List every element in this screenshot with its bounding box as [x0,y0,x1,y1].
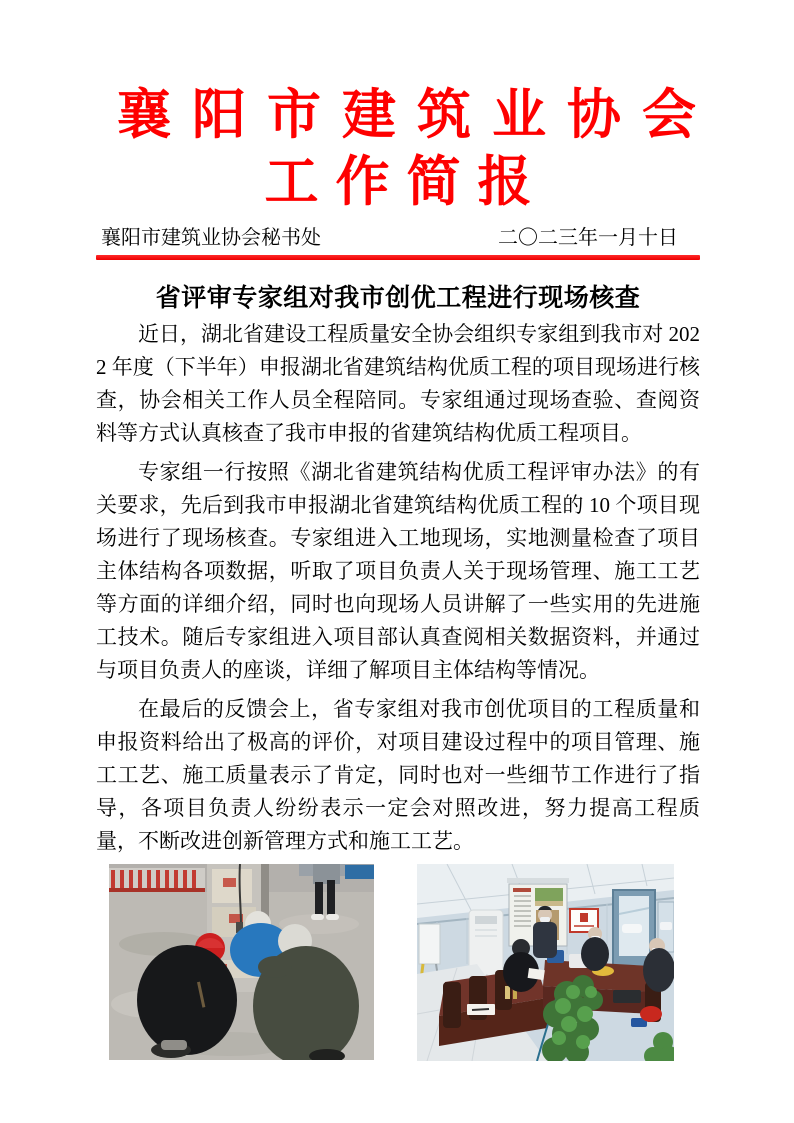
masthead [96,84,717,213]
meta-row [96,226,700,250]
site-inspection-photo [109,864,374,1061]
issuer-label: 襄阳市建筑业协会秘书处 [101,227,321,249]
paragraph: 近日，湖北省建设工程质量安全协会组织专家组到我市对 2022 年度（下半年）申报湖北省建筑结构优质工程的项目现场进行核查，协会相关工作人员全程陪同。专家组通过现场查验、查阅资料等方式认真核查了我市申报的省建筑结构优质工程项目。 [96,322,700,445]
article [96,284,700,858]
masthead-title-line1: 襄阳市建筑业协会 [117,85,717,145]
paragraph: 在最后的反馈会上，省专家组对我市创优项目的工程质量和申报资料给出了极高的评价，对项目建设过程中的项目管理、施工工艺、施工质量表示了肯定，同时也对一些细节工作进行了指导，各项目负责人纷纷表示一定会对照改进，努力提高工程质量，不断改进创新管理方式和施工工艺。 [96,697,700,853]
meeting-room-photo [417,864,674,1061]
article-body [96,318,700,858]
issue-date: 二〇二三年一月十日 [498,227,678,249]
article-title: 省评审专家组对我市创优工程进行现场核查 [155,285,641,312]
red-divider-rule [96,255,700,260]
masthead-title-line2: 工作简报 [264,152,549,212]
paragraph: 专家组一行按照《湖北省建筑结构优质工程评审办法》的有关要求，先后到我市申报湖北省建筑结构优质工程的 10 个项目现场进行了现场核查。专家组进入工地现场，实地测量检查了项目主体结构各项数据，听取了项目负责人关于现场管理、施工工艺等方面的详细介绍，同时也向现场人员讲解了一些实用的先进施工技术。随后专家组进入项目部认真查阅相关数据资料，并通过与项目负责人的座谈，详细了解项目主体结构等情况。 [96,460,700,682]
photo-row [109,864,700,1061]
